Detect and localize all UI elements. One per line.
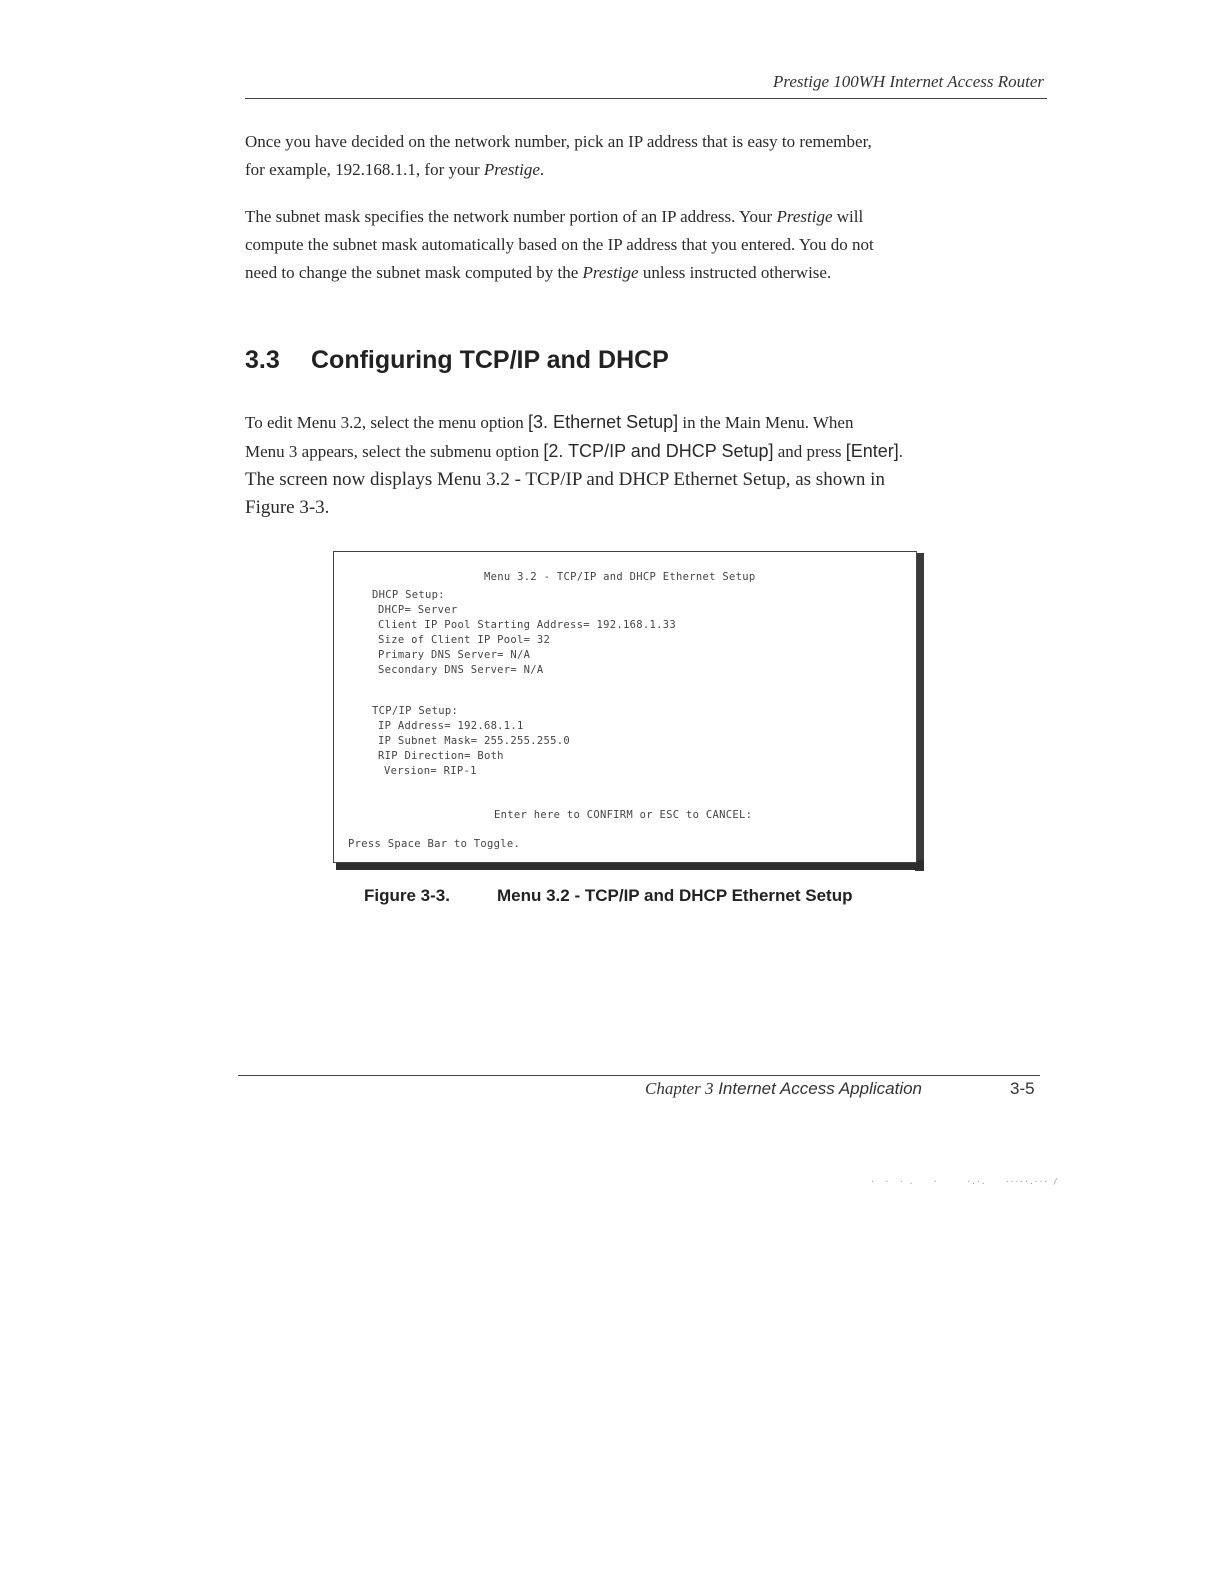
text-run: in the Main Menu. When [678, 413, 854, 432]
paragraph-line: The screen now displays Menu 3.2 - TCP/IP and DHCP Ethernet Setup, as shown in [245, 469, 885, 490]
toggle-hint: Press Space Bar to Toggle. [348, 838, 521, 850]
paragraph-line [245, 156, 1025, 184]
figure-label: Figure 3-3. [364, 886, 450, 905]
paragraph-line: Once you have decided on the network number, pick an IP address that is easy to remember, [245, 132, 872, 151]
pool-start-address-field[interactable]: Client IP Pool Starting Address= 192.168.1.33 [378, 619, 676, 631]
header-divider [245, 98, 1047, 99]
product-name-emphasis: Prestige [483, 160, 540, 179]
tcpip-setup-heading: TCP/IP Setup: [372, 705, 459, 717]
paragraph-line [245, 437, 1045, 466]
text-run: unless instructed otherwise. [638, 263, 832, 282]
subnet-mask-field[interactable]: IP Subnet Mask= 255.255.255.0 [378, 735, 571, 747]
paragraph-line [245, 259, 1025, 287]
paragraph-line [245, 408, 1045, 437]
text-run: To edit Menu 3.2, select the menu option [245, 413, 529, 432]
confirm-prompt[interactable]: Enter here to CONFIRM or ESC to CANCEL: [494, 809, 753, 821]
text-run: will [832, 207, 864, 226]
footer-chapter-number: Chapter 3 [645, 1079, 714, 1098]
text-run: Menu 3 appears, select the submenu option [245, 442, 544, 461]
paragraph-instructions [245, 408, 1045, 522]
paragraph-ip-address [245, 128, 1025, 184]
text-run: The subnet mask specifies the network number portion of an IP address. Your [245, 207, 777, 226]
paragraph-line: compute the subnet mask automatically based on the IP address that you entered. You do not [245, 235, 874, 254]
text-run: and press [773, 442, 846, 461]
section-number: 3.3 [245, 346, 280, 374]
text-run: for example, 192.168.1.1, for your [245, 160, 484, 179]
enter-key: [Enter] [845, 441, 899, 461]
footer-divider [238, 1075, 1040, 1076]
dhcp-setup-heading: DHCP Setup: [372, 589, 445, 601]
rip-direction-field[interactable]: RIP Direction= Both [378, 750, 504, 762]
text-run: need to change the subnet mask computed by the [245, 263, 583, 282]
rip-version-field[interactable]: Version= RIP-1 [384, 765, 477, 777]
product-name-emphasis: Prestige [582, 263, 639, 282]
primary-dns-field[interactable]: Primary DNS Server= N/A [378, 649, 531, 661]
dhcp-mode-field[interactable]: DHCP= Server [378, 604, 458, 616]
submenu-option-tcpip-dhcp: [2. TCP/IP and DHCP Setup] [543, 441, 774, 461]
secondary-dns-field[interactable]: Secondary DNS Server= N/A [378, 664, 544, 676]
page-number: 3-5 [1010, 1079, 1035, 1098]
product-name-emphasis: Prestige [776, 207, 833, 226]
menu-option-ethernet-setup: [3. Ethernet Setup] [528, 412, 679, 432]
section-title: Configuring TCP/IP and DHCP [311, 346, 669, 374]
text-run: . [539, 160, 545, 179]
footer-chapter [645, 1079, 922, 1099]
terminal-menu-title: Menu 3.2 - TCP/IP and DHCP Ethernet Setup [484, 571, 756, 583]
paragraph-subnet-mask [245, 203, 1025, 287]
paragraph-line [245, 203, 1025, 231]
pool-size-field[interactable]: Size of Client IP Pool= 32 [378, 634, 551, 646]
terminal-screen [333, 551, 917, 863]
ip-address-field[interactable]: IP Address= 192.68.1.1 [378, 720, 524, 732]
footer-chapter-title: Internet Access Application [713, 1079, 922, 1098]
running-header: Prestige 100WH Internet Access Router [773, 72, 1044, 91]
scan-artifacts: · · · . · ·.·. ·····.··· / [870, 1177, 1058, 1186]
paragraph-line: Figure 3-3. [245, 497, 330, 518]
figure-caption: Menu 3.2 - TCP/IP and DHCP Ethernet Setup [497, 886, 853, 905]
text-run: . [898, 442, 904, 461]
